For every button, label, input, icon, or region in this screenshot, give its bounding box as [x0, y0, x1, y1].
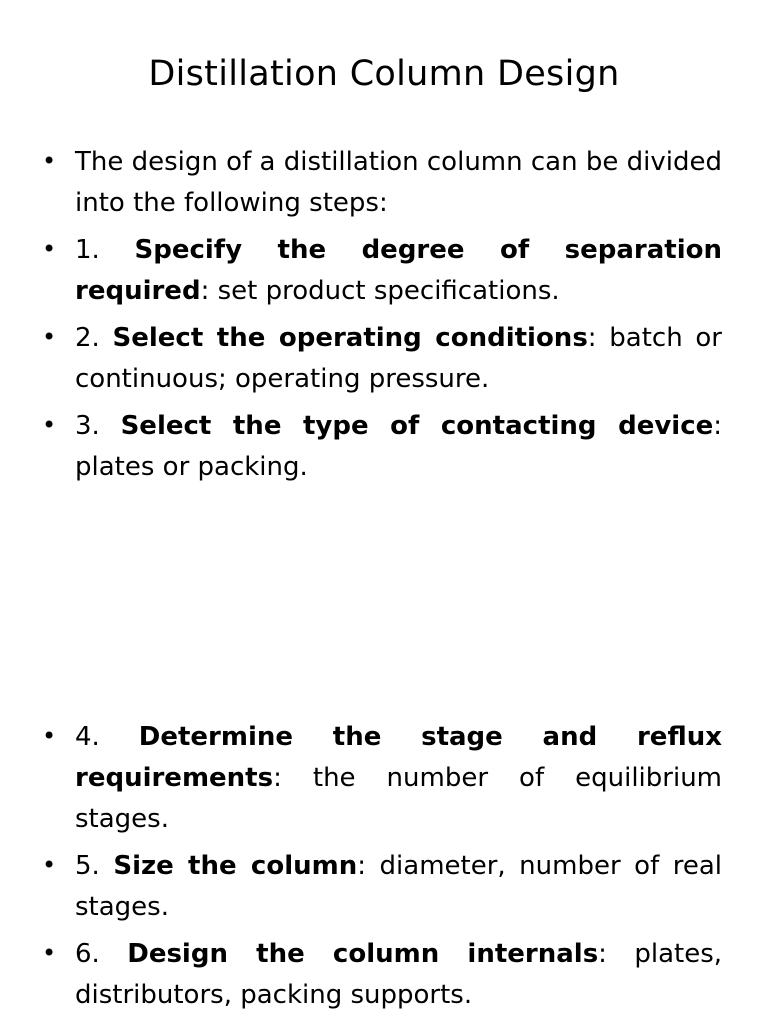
step-heading: Design the column internals [127, 939, 599, 969]
bullet-dot-icon: • [42, 235, 57, 263]
step-number: 1. [75, 235, 100, 265]
bullet-dot-icon: • [42, 411, 57, 439]
step-detail: batch or continuous; operating pressure. [75, 323, 722, 394]
bullet-dot-icon: • [42, 147, 57, 175]
step-heading: Select the type of contacting device [120, 411, 714, 441]
bullet-item-step-4 [40, 717, 722, 840]
step-separator: : [713, 411, 722, 441]
bullet-item-step-2 [40, 318, 722, 400]
step-heading: Determine the stage and reflux requirements [75, 722, 722, 793]
step-separator: : [587, 323, 597, 353]
step-detail: the number of equilibrium stages. [75, 763, 722, 834]
step-detail: plates, distributors, packing supports. [75, 939, 723, 1010]
bullet-list-bottom [40, 717, 722, 1022]
step-detail: set product specifications. [217, 276, 560, 306]
bullet-item-step-1 [40, 230, 722, 312]
slide-title: Distillation Column Design [148, 54, 620, 94]
step-separator: : [200, 276, 210, 306]
bullet-dot-icon: • [42, 323, 57, 351]
bullet-item-intro [40, 142, 722, 224]
bullet-dot-icon: • [42, 851, 57, 879]
bullet-dot-icon: • [42, 722, 57, 750]
step-number: 6. [75, 939, 100, 969]
bullet-list-top [40, 142, 722, 494]
bullet-item-step-5 [40, 846, 722, 928]
intro-text: The design of a distillation column can be divided into the following steps: [75, 147, 722, 218]
step-detail: plates or packing. [75, 452, 308, 482]
step-separator: : [273, 763, 282, 793]
step-detail: diameter, number of real stages. [75, 851, 723, 922]
step-separator: : [357, 851, 366, 881]
step-separator: : [598, 939, 607, 969]
step-heading: Specify the degree of separation required [75, 235, 722, 306]
step-number: 5. [75, 851, 100, 881]
step-heading: Size the column [113, 851, 358, 881]
step-heading: Select the operating conditions [112, 323, 588, 353]
step-number: 2. [75, 323, 100, 353]
bullet-item-step-3 [40, 406, 722, 488]
step-number: 4. [75, 722, 100, 752]
bullet-dot-icon: • [42, 939, 57, 967]
bullet-item-step-6 [40, 934, 722, 1016]
step-number: 3. [75, 411, 100, 441]
